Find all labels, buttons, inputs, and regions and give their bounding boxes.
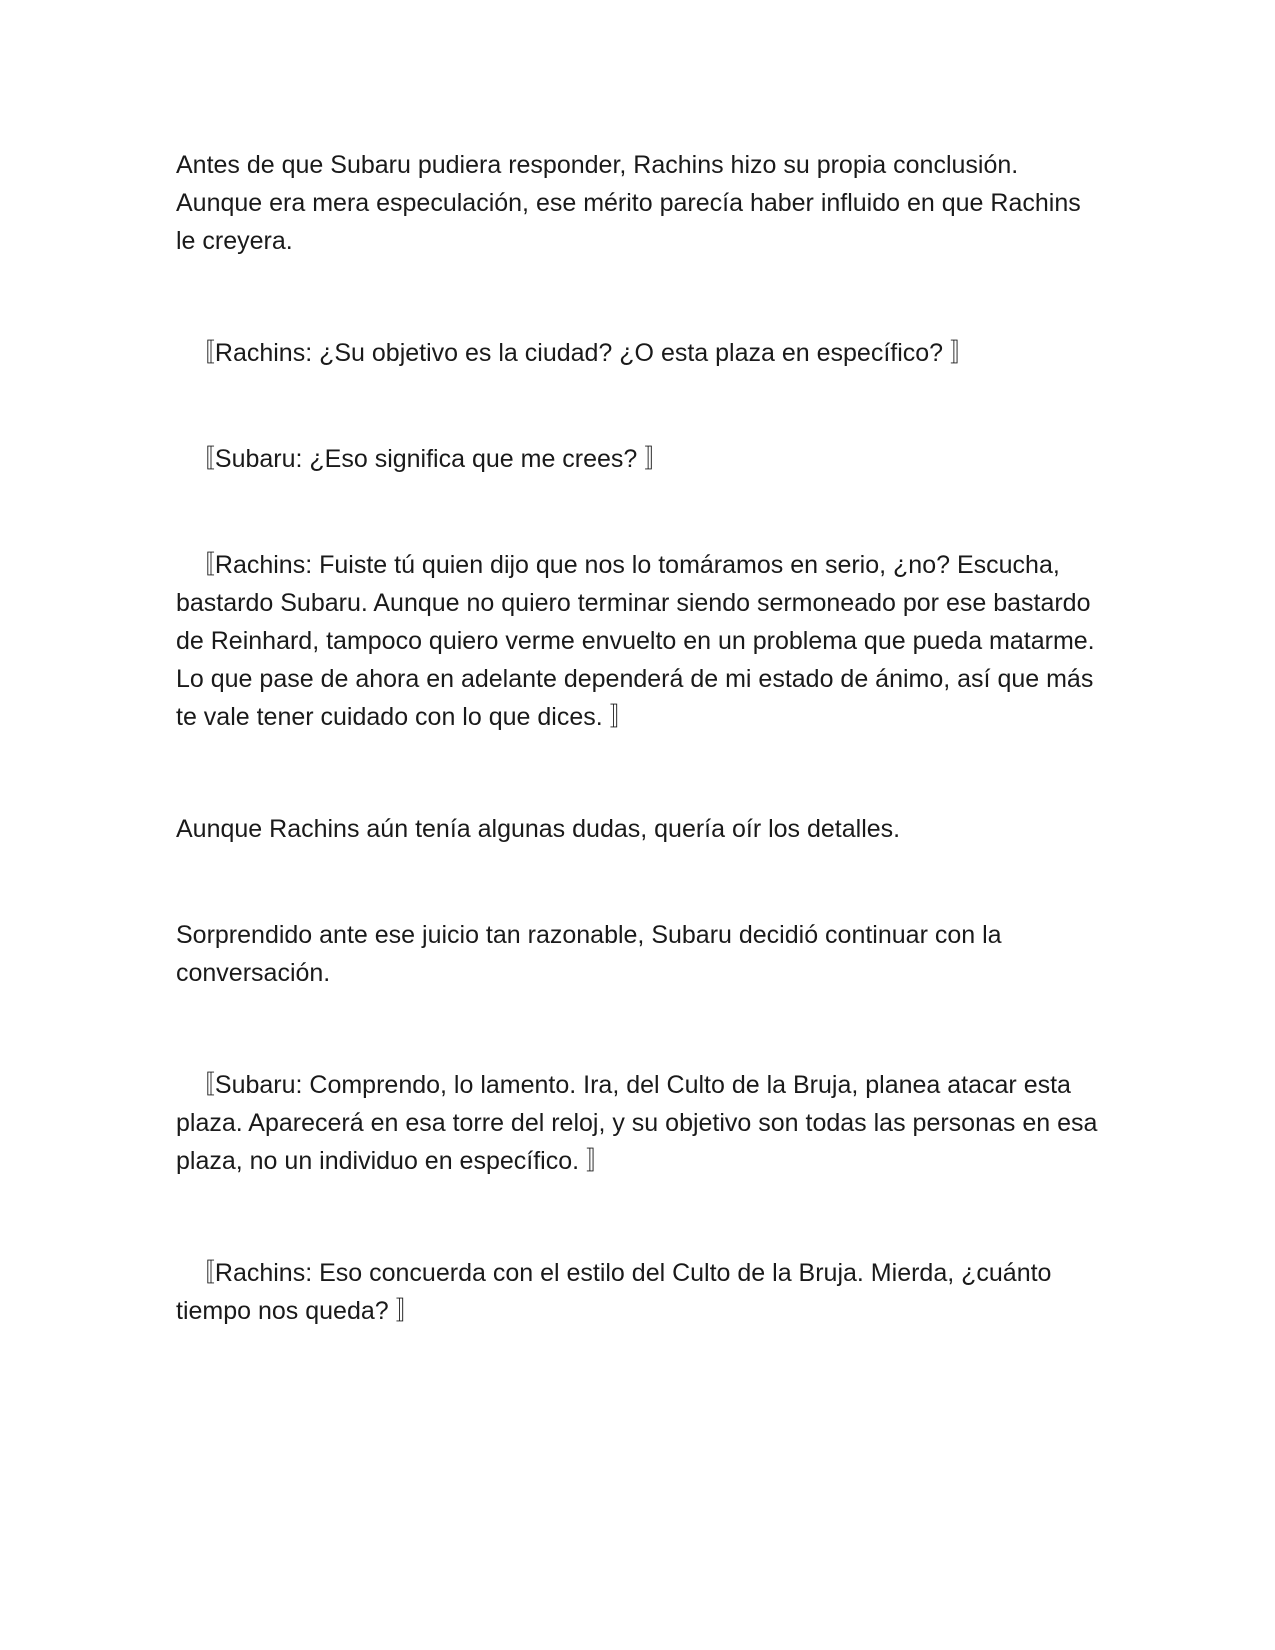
document-body bbox=[176, 146, 1106, 1330]
narration-paragraph: Sorprendido ante ese juicio tan razonable, Subaru decidió continuar con la conversación. bbox=[176, 921, 1009, 987]
dialogue-rachins: 〚Rachins: Eso concuerda con el estilo del Culto de la Bruja. Mierda, ¿cuánto tiempo nos queda? 〛 bbox=[176, 1259, 1059, 1325]
dialogue-rachins: 〚Rachins: ¿Su objetivo es la ciudad? ¿O esta plaza en específico? 〛 bbox=[176, 339, 976, 367]
dialogue-subaru: 〚Subaru: Comprendo, lo lamento. Ira, del Culto de la Bruja, planea atacar esta plaza. Aparecerá en esa torre del reloj, y su objetivo son todas las personas en esa plaza, no un individuo en específico. 〛 bbox=[176, 1071, 1105, 1175]
dialogue-rachins: 〚Rachins: Fuiste tú quien dijo que nos lo tomáramos en serio, ¿no? Escucha, bastardo Subaru. Aunque no quiero terminar siendo sermoneado por ese bastardo de Reinhard, tampoco quiero verme envuelto en un problema que pueda matarme. Lo que pase de ahora en adelante dependerá de mi estado de ánimo, así que más te vale tener cuidado con lo que dices. 〛 bbox=[176, 551, 1102, 731]
narration-paragraph: Aunque Rachins aún tenía algunas dudas, quería oír los detalles. bbox=[176, 815, 901, 843]
dialogue-subaru: 〚Subaru: ¿Eso significa que me crees? 〛 bbox=[176, 445, 670, 473]
narration-paragraph: Antes de que Subaru pudiera responder, Rachins hizo su propia conclusión. Aunque era mera especulación, ese mérito parecía haber influido en que Rachins le creyera. bbox=[176, 151, 1088, 255]
